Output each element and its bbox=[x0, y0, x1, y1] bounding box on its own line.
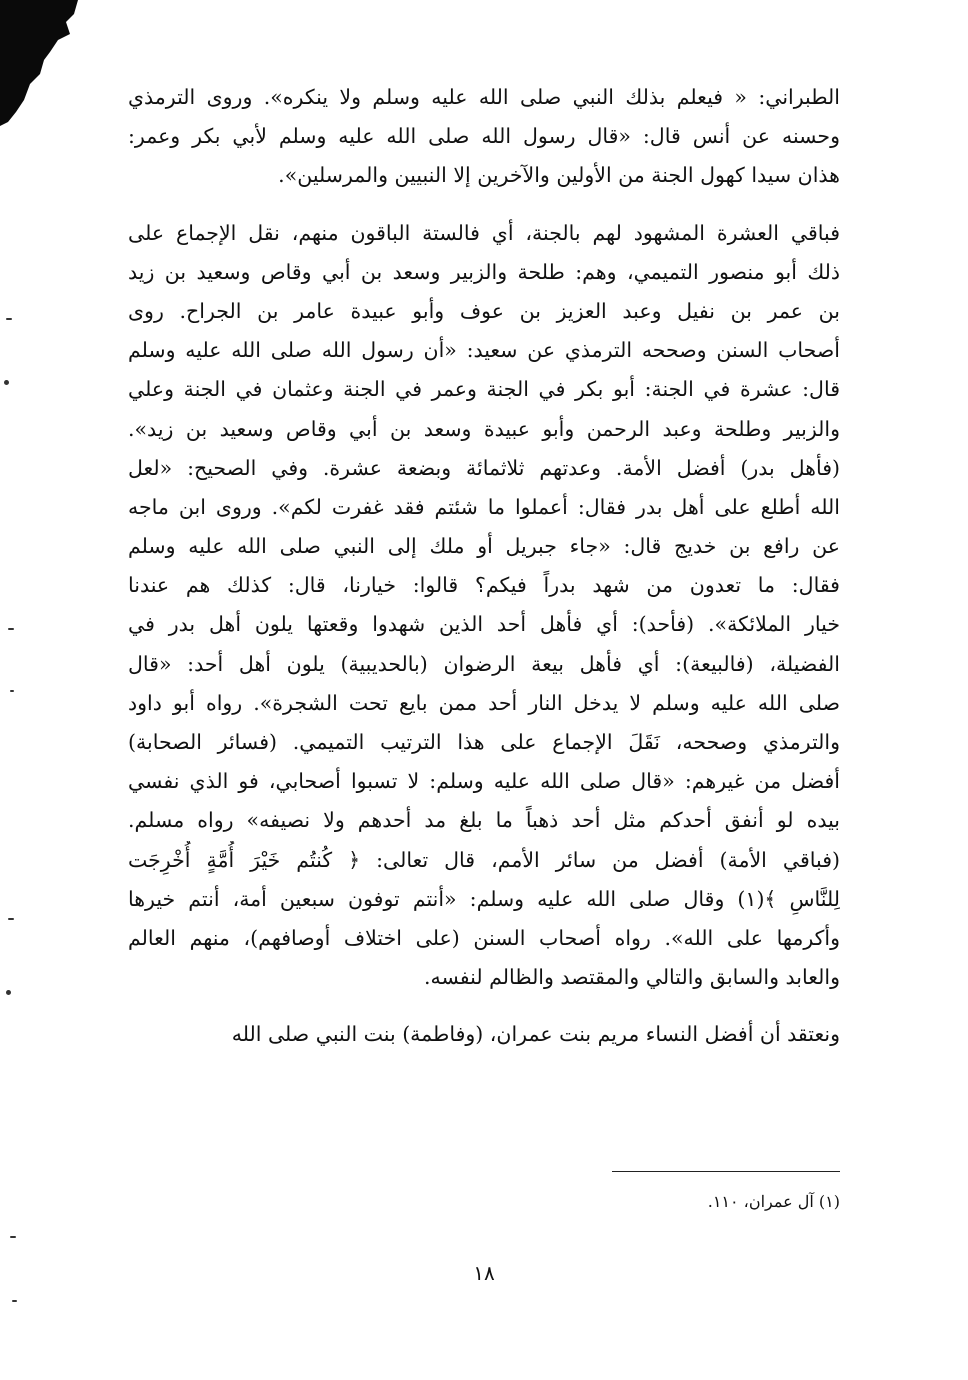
text-line: وأكرمها على الله». رواه أصحاب السنن (على اختلاف أوصافهم)، منهم العالم bbox=[128, 925, 840, 950]
text-line: ذلك أبو منصور التميمي، وهم: طلحة والزبير وسعد بن أبي وقاص وسعيد بن زيد bbox=[128, 259, 840, 284]
scan-speck bbox=[10, 1236, 16, 1238]
page-number: ١٨ bbox=[473, 1261, 495, 1285]
text-line: أصحاب السنن وصححه الترمذي عن سعيد: «أن رسول الله صلى الله عليه وسلم bbox=[128, 338, 840, 363]
scan-speck bbox=[6, 318, 12, 320]
text-line: ونعتقد أن أفضل النساء مريم بنت عمران، (وفاطمة) بنت النبي صلى الله bbox=[231, 1022, 840, 1047]
text-line: بن عمر بن نفيل وعبد العزيز بن عوف وأبو عبيدة عامر بن الجراح. روى bbox=[128, 298, 840, 323]
scan-speck bbox=[8, 918, 14, 920]
scan-speck bbox=[6, 990, 11, 995]
text-line: هذان سيدا كهول الجنة من الأولين والآخرين إلا النبيين والمرسلين». bbox=[278, 163, 840, 188]
paragraph-hadith-tabarani bbox=[128, 78, 840, 196]
footnote: (١) آل عمران، ١١٠. bbox=[707, 1192, 840, 1211]
paragraph-companions-ranking bbox=[128, 214, 840, 998]
text-line: (فباقي الأمة) أفضل من سائر الأمم، قال تعالى: ﴿ كُنتُم خَيْرَ أُمَّةٍ أُخْرِجَت bbox=[128, 847, 840, 872]
text-line: والعابد والسابق والتالي والمقتصد والظالم لنفسه. bbox=[424, 965, 840, 990]
footnote-separator bbox=[612, 1171, 840, 1172]
text-line: والزبير وطلحة وعبد الرحمن وأبو عبيدة وسعد بن أبي وقاص وسعيد بن زيد». bbox=[128, 416, 840, 441]
scan-speck bbox=[10, 690, 14, 692]
text-line: وحسنه عن أنس قال: «قال رسول الله صلى الله عليه وسلم لأبي بكر وعمر: bbox=[128, 124, 840, 149]
scan-speck bbox=[8, 628, 14, 630]
scan-speck bbox=[4, 380, 9, 385]
text-line: فباقي العشرة المشهود لهم بالجنة، أي فالستة الباقون منهم، نقل الإجماع على bbox=[128, 220, 840, 245]
scan-corner-mark bbox=[0, 0, 90, 130]
text-line: صلى الله عليه وسلم لا يدخل النار أحد ممن بايع تحت الشجرة». رواه أبو داود bbox=[128, 690, 840, 715]
paragraph-best-women bbox=[128, 1015, 840, 1054]
text-line: الله أطلع على أهل بدر فقال: أعملوا ما شئتم فقد غفرت لكم». وروى ابن ماجه bbox=[128, 494, 840, 519]
text-line: أفضل من غيرهم: «قال صلى الله عليه وسلم: لا تسبوا أصحابي، فو الذي نفسي bbox=[128, 769, 840, 794]
text-line: لِلنَّاسِ ﴾(١) وقال صلى الله عليه وسلم: «أنتم توفون سبعين أمة، أنتم خيرها bbox=[128, 886, 840, 911]
text-line: الفضيلة، (فالبيعة): أي فأهل بيعة الرضوان (بالحديبية) يلون أهل أحد: «قال bbox=[128, 651, 840, 676]
text-line: (فأهل بدر) أفضل الأمة. وعدتهم ثلاثمائة وبضعة عشرة. وفي الصحيح: «لعل bbox=[128, 455, 840, 480]
scan-speck bbox=[12, 1300, 17, 1302]
text-line: فقال: ما تعدون من شهد بدراً فيكم؟ قالوا: خيارنا، قال: كذلك هم عندنا bbox=[128, 573, 840, 598]
text-line: بيده لو أنفق أحدكم مثل أحد ذهباً ما بلغ مد أحدهم ولا نصيفه» رواه مسلم. bbox=[128, 808, 840, 833]
body-text bbox=[128, 78, 840, 1055]
text-line: قال: عشرة في الجنة: أبو بكر في الجنة وعمر في الجنة وعثمان في الجنة وعلي bbox=[128, 377, 840, 402]
text-line: الطبراني: « فيعلم بذلك النبي صلى الله عليه وسلم ولا ينكره». وروى الترمذي bbox=[128, 85, 840, 109]
text-line: والترمذي وصححه، نَقَلَ الإجماع على هذا الترتيب التميمي. (فسائر الصحابة) bbox=[128, 730, 840, 754]
text-line: عن رافع بن خديج قال: «جاء جبريل أو ملك إلى النبي صلى الله عليه وسلم bbox=[128, 534, 840, 559]
text-line: خيار الملائكة». (فأحد): أي فأهل أحد الذين شهدوا وقعتها يلون أهل بدر في bbox=[128, 612, 840, 637]
